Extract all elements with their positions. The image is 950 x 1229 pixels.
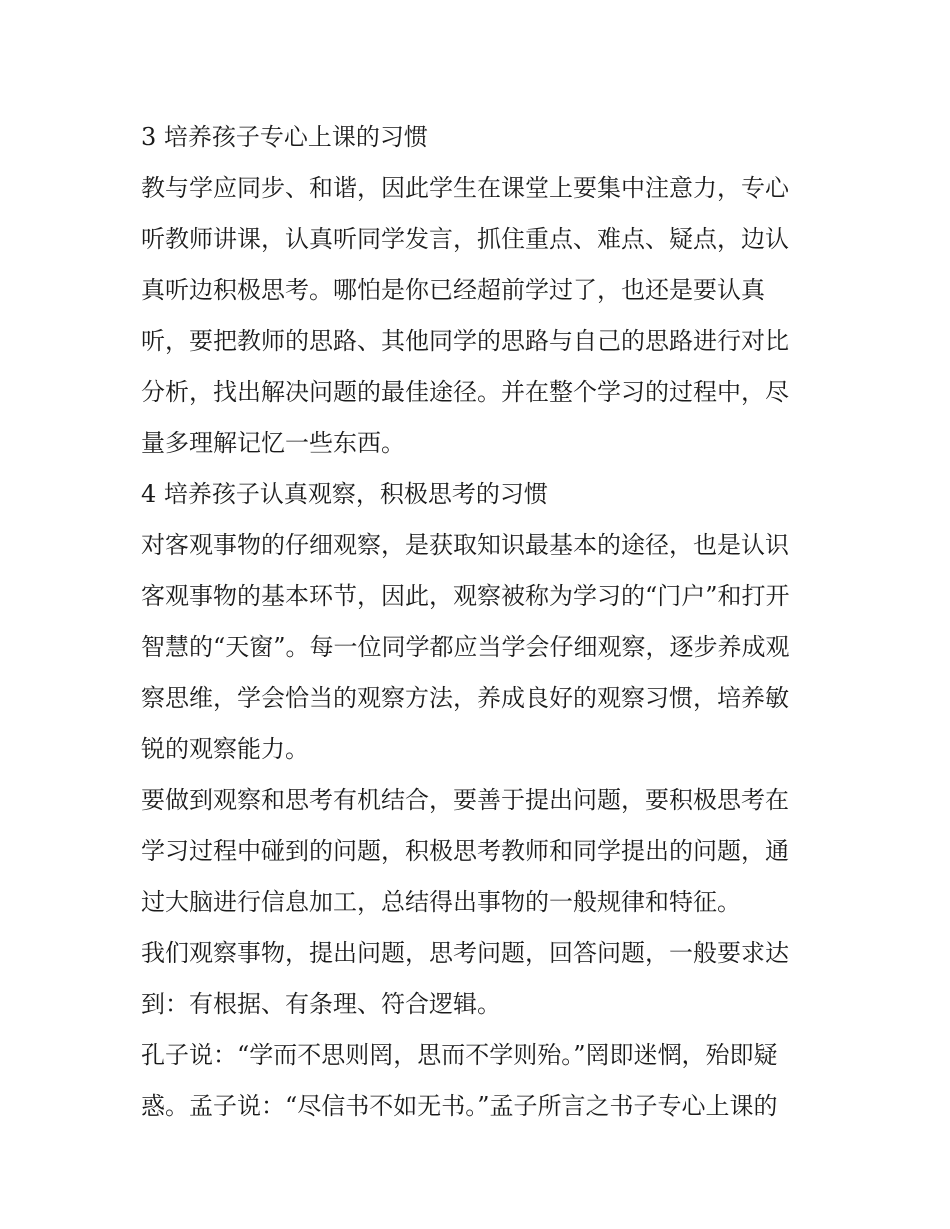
paragraph-line: 对客观事物的仔细观察，是获取知识最基本的途径，也是认识	[141, 531, 789, 559]
section-heading-4: 4 培养孩子认真观察，积极思考的习惯	[141, 480, 548, 508]
paragraph-line: 孔子说：“学而不思则罔，思而不学则殆。”罔即迷惘，殆即疑	[141, 1041, 778, 1069]
paragraph-line: 真听边积极思考。哪怕是你已经超前学过了，也还是要认真	[141, 276, 765, 304]
paragraph-line: 到：有根据、有条理、符合逻辑。	[141, 990, 501, 1018]
paragraph-line: 学习过程中碰到的问题，积极思考教师和同学提出的问题，通	[141, 837, 789, 865]
paragraph-line: 听教师讲课，认真听同学发言，抓住重点、难点、疑点，边认	[141, 225, 789, 253]
paragraph-line: 锐的观察能力。	[141, 735, 309, 763]
paragraph-line: 察思维，学会恰当的观察方法，养成良好的观察习惯，培养敏	[141, 684, 789, 712]
paragraph-line: 量多理解记忆一些东西。	[141, 429, 405, 457]
paragraph-line: 过大脑进行信息加工，总结得出事物的一般规律和特征。	[141, 888, 741, 916]
document-body	[141, 112, 821, 1132]
section-heading-3: 3 培养孩子专心上课的习惯	[141, 123, 428, 151]
paragraph-line: 听，要把教师的思路、其他同学的思路与自己的思路进行对比	[141, 327, 789, 355]
paragraph-line: 惑。孟子说：“尽信书不如无书。”孟子所言之书子专心上课的	[141, 1092, 778, 1120]
paragraph-line: 教与学应同步、和谐，因此学生在课堂上要集中注意力，专心	[141, 174, 789, 202]
paragraph-line: 客观事物的基本环节，因此，观察被称为学习的“门户”和打开	[141, 582, 790, 610]
paragraph-line: 我们观察事物，提出问题，思考问题，回答问题，一般要求达	[141, 939, 789, 967]
paragraph-line: 智慧的“天窗”。每一位同学都应当学会仔细观察，逐步养成观	[141, 633, 790, 661]
paragraph-line: 要做到观察和思考有机结合，要善于提出问题，要积极思考在	[141, 786, 789, 814]
paragraph-line: 分析，找出解决问题的最佳途径。并在整个学习的过程中，尽	[141, 378, 789, 406]
